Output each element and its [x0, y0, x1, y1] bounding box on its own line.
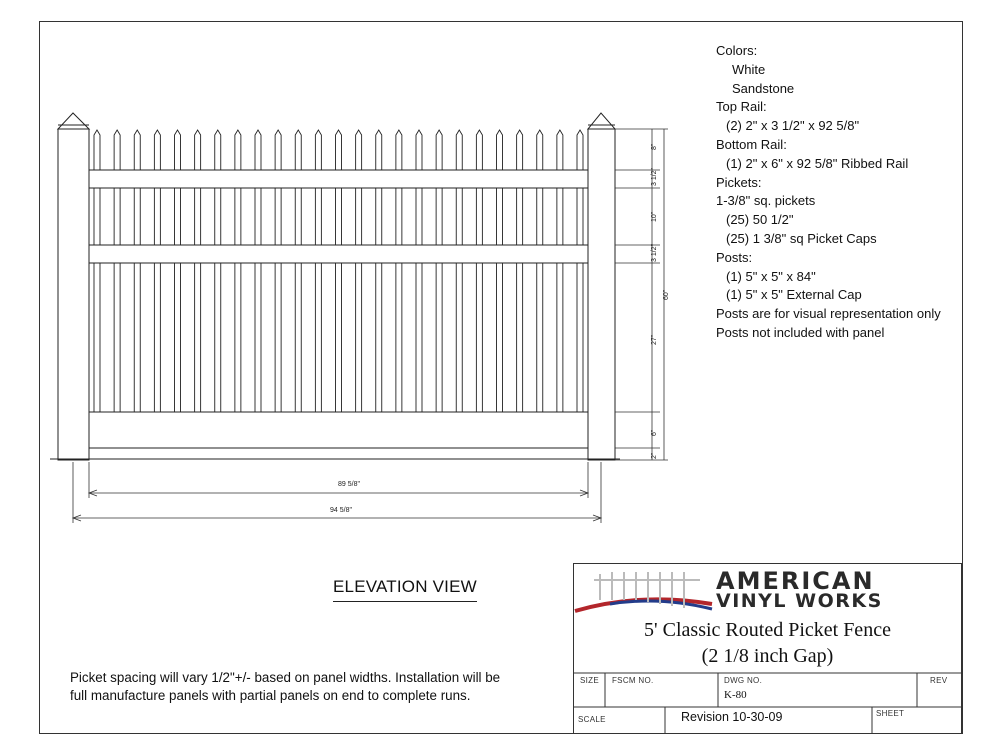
- top-rail: [89, 170, 588, 188]
- picket-caps: (25) 1 3/8" sq Picket Caps: [726, 230, 877, 246]
- pickets-count: (25) 50 1/2": [726, 212, 794, 228]
- revision: Revision 10-30-09: [681, 710, 783, 724]
- dim-overall-width: 94 5/8": [330, 507, 352, 514]
- post-spec: (1) 5" x 5" x 84": [726, 268, 816, 284]
- left-post: [58, 113, 89, 460]
- pickets-type: 1-3/8" sq. pickets: [716, 193, 816, 209]
- posts-note-2: Posts not included with panel: [716, 324, 885, 340]
- bottom-rail-spec: (1) 2" x 6" x 92 5/8" Ribbed Rail: [726, 155, 909, 171]
- dwg-label: DWG NO.: [724, 676, 763, 685]
- bottom-rail: [89, 412, 588, 448]
- post-cap-spec: (1) 5" x 5" External Cap: [726, 287, 862, 303]
- drawing-subtitle: (2 1/8 inch Gap): [701, 645, 834, 667]
- fscm-label: FSCM NO.: [612, 676, 654, 685]
- footnote: Picket spacing will vary 1/2"+/- based on panel widths. Installation will be full manufacture panels with partial panels on end to complete runs.: [70, 670, 501, 703]
- brand-line-1: AMERICAN: [716, 567, 875, 595]
- bottom-rail-heading: Bottom Rail:: [716, 136, 787, 152]
- scale-label: SCALE: [578, 715, 606, 724]
- size-label: SIZE: [580, 676, 599, 685]
- dim-panel-width: 89 5/8": [338, 481, 360, 488]
- pickets-heading: Pickets:: [716, 174, 762, 190]
- color-white: White: [732, 61, 766, 77]
- posts-note-1: Posts are for visual representation only: [716, 306, 941, 322]
- color-sandstone: Sandstone: [732, 80, 795, 96]
- middle-rail: [89, 245, 588, 263]
- colors-heading: Colors:: [716, 43, 758, 58]
- dim-60: 60": [663, 289, 670, 300]
- drawing-title: 5' Classic Routed Picket Fence: [644, 619, 891, 641]
- dim-2: 2": [651, 452, 658, 459]
- dwg-number: K-80: [724, 689, 747, 701]
- specifications: [716, 42, 941, 343]
- dim-3-5-mid: 3 1/2": [651, 243, 658, 262]
- right-post: [588, 113, 615, 460]
- dim-8: 8": [651, 143, 658, 150]
- dim-27: 27": [651, 334, 658, 345]
- dim-3-5-top: 3 1/2": [651, 167, 658, 186]
- dim-6: 6": [651, 429, 658, 436]
- rev-label: REV: [930, 676, 948, 685]
- view-label: ELEVATION VIEW: [333, 577, 477, 602]
- brand-line-2: VINYL WORKS: [716, 590, 883, 612]
- height-dimensions: [615, 129, 668, 460]
- dim-10: 10": [651, 211, 658, 222]
- top-rail-spec: (2) 2" x 3 1/2" x 92 5/8": [726, 118, 860, 134]
- posts-heading: Posts:: [716, 249, 753, 265]
- top-rail-heading: Top Rail:: [716, 99, 767, 115]
- sheet-label: SHEET: [876, 709, 905, 718]
